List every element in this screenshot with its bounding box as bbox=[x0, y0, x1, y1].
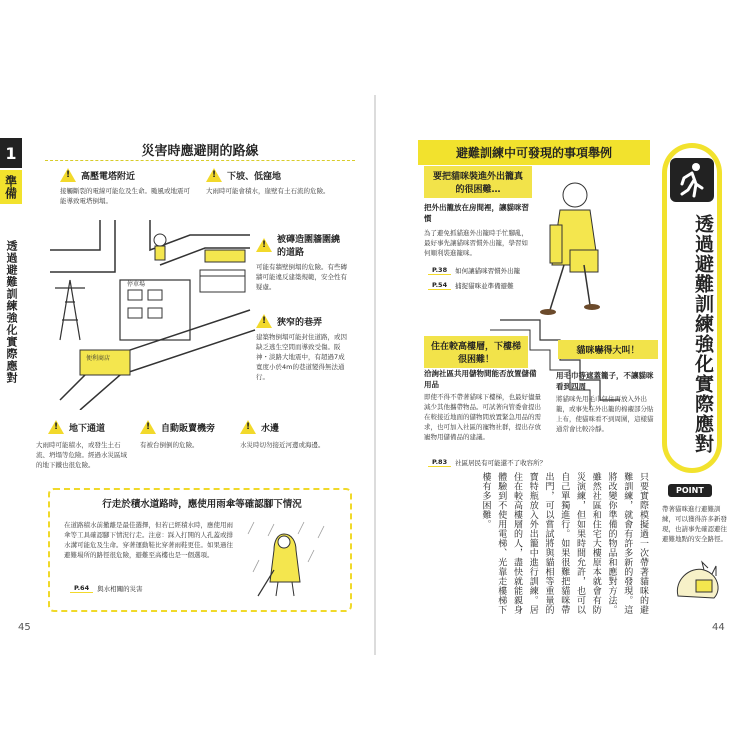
callout-scream: 貓咪嚇得大叫！ bbox=[558, 340, 658, 359]
map-sign-store: 便利商店 bbox=[86, 355, 111, 362]
body-text: 只要實際模擬過一次帶著貓咪的避難訓練，就會有許多新的發現。這將改變你準備的物品和應對方法。雖然社區和住宅大樓原本就會有防災演練，但如果時間允許，也可以自己單獨進行。如果很難把貓咪帶出門，可以嘗試將與貓相等重量的寶特瓶放入外出籠中進行訓練。居住在較高樓層的人，盡快就能親身體驗到不使用電梯、光靠走樓梯下樓有多困難。 bbox=[480, 472, 648, 615]
ref-p38[interactable]: P.38 如何讓貓咪習慣外出籠 bbox=[428, 266, 520, 275]
hazard-1-text: 接觸斷裂的電線可能危及生命。颱風或地震可能導致電塔倒塌。 bbox=[60, 187, 190, 206]
callout-carrier: 要把貓咪裝進外出籠真的很困難… bbox=[424, 166, 532, 198]
chapter-title: 透過避難訓練強化實際應對 bbox=[5, 240, 18, 384]
item2-text: 即使不得不帶著貓咪下樓梯，也最好儘量減少其他攜帶物品。可試著向管委會提出在較接近地面的儲物間放置緊急用品的需求，也可加入社區的寵物社群，提出存放寵物用儲備品的建議。 bbox=[424, 393, 541, 442]
map-sign-parking: 停車場 bbox=[127, 281, 146, 288]
warning-icon bbox=[240, 420, 256, 434]
hazard-3-text: 可能有牆壁倒塌的危險。有些磚牆可能違反建築規範，安全性有疑慮。 bbox=[256, 263, 347, 292]
box-ref[interactable]: P.64 與水相關的災害 bbox=[70, 584, 143, 593]
left-section-title: 災害時應避開的路線 bbox=[141, 144, 259, 159]
ref-p54[interactable]: P.54 捕捉貓咪並準備避難 bbox=[428, 281, 514, 290]
warning-icon bbox=[48, 420, 64, 434]
sleeping-cat-illustration bbox=[670, 556, 726, 606]
item3-heading: 用毛巾等遮蓋籠子，不讓貓咪看到四周 bbox=[556, 371, 654, 391]
item1-text: 為了避免抓貓進外出籠時手忙腳亂，最好事先讓貓咪習慣外出籠，學習如何順利裝進籠咪。 bbox=[424, 229, 528, 258]
city-map-illustration bbox=[40, 210, 260, 410]
hazard-6-text: 有被台倒倒的危險。 bbox=[140, 441, 199, 449]
warning-icon bbox=[60, 168, 76, 182]
right-section-title: 避難訓練中可發現的事項舉例 bbox=[418, 140, 650, 165]
title-underline bbox=[45, 160, 355, 161]
hazard-1: ! 高壓電塔附近 bbox=[60, 168, 135, 182]
warning-icon bbox=[206, 168, 222, 182]
callout-stairs: 住在較高樓層，下樓梯很困難！ bbox=[424, 336, 528, 368]
item2-heading: 洽詢社區共用儲物間能否放置儲備用品 bbox=[424, 369, 537, 389]
right-page-number: 44 bbox=[712, 622, 725, 633]
side-title: 透過避難訓練強化實際應對 bbox=[692, 214, 714, 454]
hazard-4-text: 建築物倒塌可能封住道路，或因缺乏逃生空間而導致受傷。阪神・淡路大地震中，有超過7成寬度小於4m的巷道變得無法通行。 bbox=[256, 333, 347, 382]
hazard-2-text: 大雨時可能會積水，崖壁有土石流的危險。 bbox=[206, 187, 330, 195]
ref-p83[interactable]: P.83 社區居民有可能還不了收容所？ bbox=[428, 458, 546, 467]
box-title: 行走於積水道路時，應使用雨傘等確認腳下情況 bbox=[102, 499, 302, 510]
left-page-number: 45 bbox=[18, 622, 31, 633]
hazard-7: ! 水邊 bbox=[240, 420, 279, 434]
running-person-icon bbox=[670, 158, 714, 202]
book-spine bbox=[374, 95, 376, 655]
hazard-6: ! 自動販賣機旁 bbox=[140, 420, 215, 434]
hazard-5-text: 大雨時可能積水，或發生土石流、坍塌等危險。經過水災區域的地下鐵也很危險。 bbox=[36, 441, 127, 470]
item3-text: 將貓咪先用毛巾包住再放入外出籠，或事先在外出籠的棉襯部分貼上布，使貓咪看不到周圍，這樣貓通常會比較冷靜。 bbox=[556, 395, 654, 434]
hazard-7-text: 水災時切勿接近河邊或海邊。 bbox=[240, 441, 325, 449]
chapter-label: 準備 bbox=[0, 170, 22, 204]
hazard-4: ! 狹窄的巷弄 bbox=[256, 314, 322, 328]
chapter-number: 1 bbox=[0, 138, 22, 168]
hazard-3: ! 被磚造圍牆圍繞的道路 bbox=[256, 232, 366, 258]
point-label: POINT bbox=[668, 484, 712, 497]
warning-icon bbox=[140, 420, 156, 434]
person-in-raincoat-illustration bbox=[244, 520, 334, 602]
item1-heading: 把外出籠放在房間裡，讓貓咪習慣 bbox=[424, 203, 529, 223]
point-text: 帶著貓咪進行避難訓練，可以獲得許多新發現，也請事先確認避往避難地點的安全路徑。 bbox=[662, 505, 727, 544]
box-text: 在道路積水前撤離是最佳選擇，但若已經積水時，應使用雨傘等工具確認腳下情況行走。注意：踩入打開的人孔蓋或排水溝可能危及生命。穿著運動鞋比穿著雨鞋更佳。如果過往避難場所的路徑很危險，避難至高樓也是一個選項。 bbox=[64, 521, 233, 560]
hazard-5: ! 地下通道 bbox=[48, 420, 105, 434]
hazard-2: ! 下坡、低窪地 bbox=[206, 168, 281, 182]
